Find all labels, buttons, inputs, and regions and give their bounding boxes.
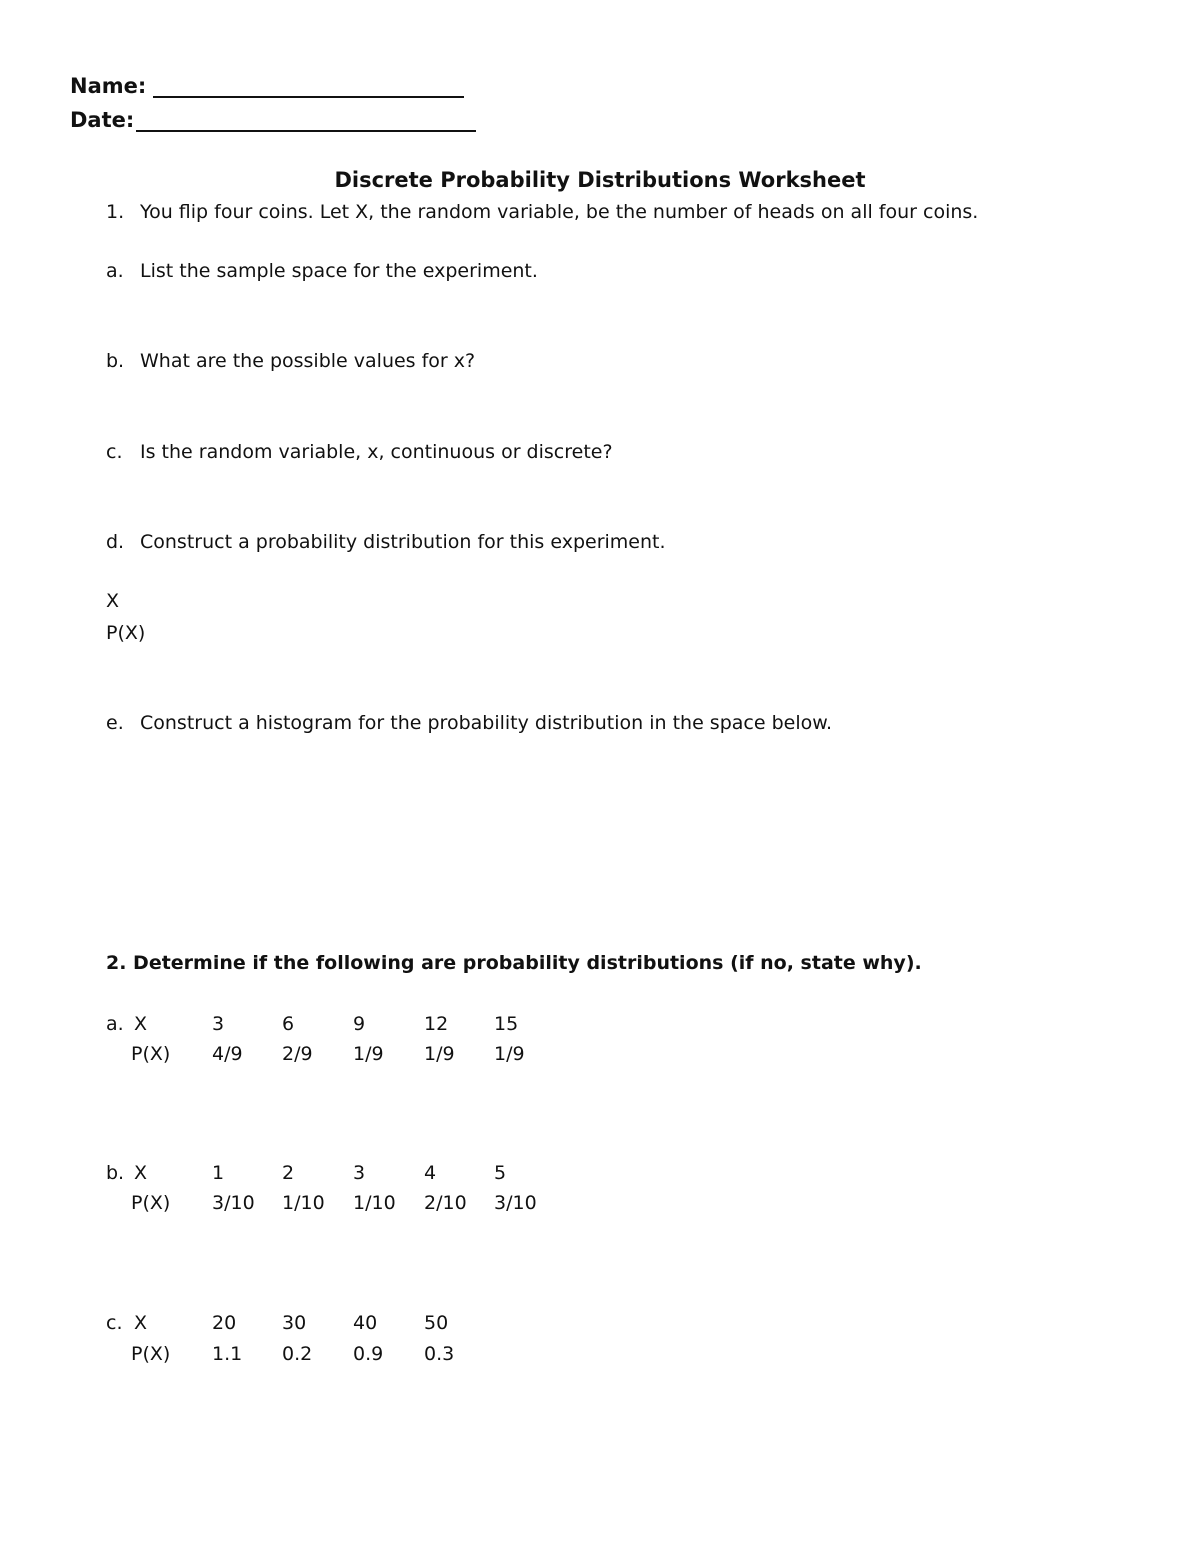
q2c-p-value: 0.9 — [353, 1343, 384, 1365]
q2b-p-value: 3/10 — [494, 1192, 537, 1214]
q2b-x-value: 2 — [282, 1162, 295, 1184]
q2a-x-value: 12 — [424, 1013, 449, 1035]
q1e-letter: e. — [106, 712, 124, 734]
q2b-x-label: X — [134, 1162, 148, 1184]
q2b-p-value: 3/10 — [212, 1192, 255, 1214]
q2c-x-value: 20 — [212, 1312, 237, 1334]
q2c-letter: c. — [106, 1312, 123, 1334]
q2b-p-label: P(X) — [131, 1192, 171, 1214]
q2a-letter: a. — [106, 1013, 124, 1035]
q1d-text: Construct a probability distribution for this experiment. — [140, 531, 666, 553]
q2b-p-value: 2/10 — [424, 1192, 467, 1214]
q1d-letter: d. — [106, 531, 125, 553]
date-label: Date: — [70, 108, 135, 132]
q2b-p-value: 1/10 — [353, 1192, 396, 1214]
q2b-x-value: 1 — [212, 1162, 225, 1184]
q2c-x-value: 50 — [424, 1312, 449, 1334]
worksheet-title: Discrete Probability Distributions Worksheet — [334, 168, 866, 192]
q1c-letter: c. — [106, 441, 123, 463]
q1-number: 1. — [106, 201, 125, 223]
q2a-p-value: 4/9 — [212, 1043, 243, 1065]
q2c-p-value: 1.1 — [212, 1343, 243, 1365]
q1b-text: What are the possible values for x? — [140, 350, 476, 372]
q2a-x-value: 15 — [494, 1013, 519, 1035]
q2b-x-value: 4 — [424, 1162, 437, 1184]
q2b-letter: b. — [106, 1162, 125, 1184]
q1b-letter: b. — [106, 350, 125, 372]
q2b-x-value: 5 — [494, 1162, 507, 1184]
q1d-table-p-label: P(X) — [106, 622, 146, 644]
q1-text: You flip four coins. Let X, the random variable, be the number of heads on all four coins. — [140, 201, 979, 223]
q2a-p-value: 1/9 — [353, 1043, 384, 1065]
q2a-p-label: P(X) — [131, 1043, 171, 1065]
name-label: Name: — [70, 74, 147, 98]
q2c-p-value: 0.2 — [282, 1343, 313, 1365]
q2c-x-value: 40 — [353, 1312, 378, 1334]
q2c-x-value: 30 — [282, 1312, 307, 1334]
q1a-letter: a. — [106, 260, 124, 282]
q2a-p-value: 1/9 — [424, 1043, 455, 1065]
q2a-p-value: 1/9 — [494, 1043, 525, 1065]
q2c-x-label: X — [134, 1312, 148, 1334]
q1d-table-x-label: X — [106, 590, 120, 612]
q1a-text: List the sample space for the experiment. — [140, 260, 538, 282]
q2-heading: 2. Determine if the following are probability distributions (if no, state why). — [106, 952, 922, 974]
q2a-x-value: 9 — [353, 1013, 366, 1035]
q2b-p-value: 1/10 — [282, 1192, 325, 1214]
name-blank-line[interactable] — [153, 96, 464, 98]
q2b-x-value: 3 — [353, 1162, 366, 1184]
q2c-p-label: P(X) — [131, 1343, 171, 1365]
q1c-text: Is the random variable, x, continuous or discrete? — [140, 441, 613, 463]
q2a-x-label: X — [134, 1013, 148, 1035]
q2a-p-value: 2/9 — [282, 1043, 313, 1065]
q2c-p-value: 0.3 — [424, 1343, 455, 1365]
q2a-x-value: 3 — [212, 1013, 225, 1035]
q1e-text: Construct a histogram for the probability distribution in the space below. — [140, 712, 833, 734]
date-blank-line[interactable] — [136, 130, 476, 132]
q2a-x-value: 6 — [282, 1013, 295, 1035]
